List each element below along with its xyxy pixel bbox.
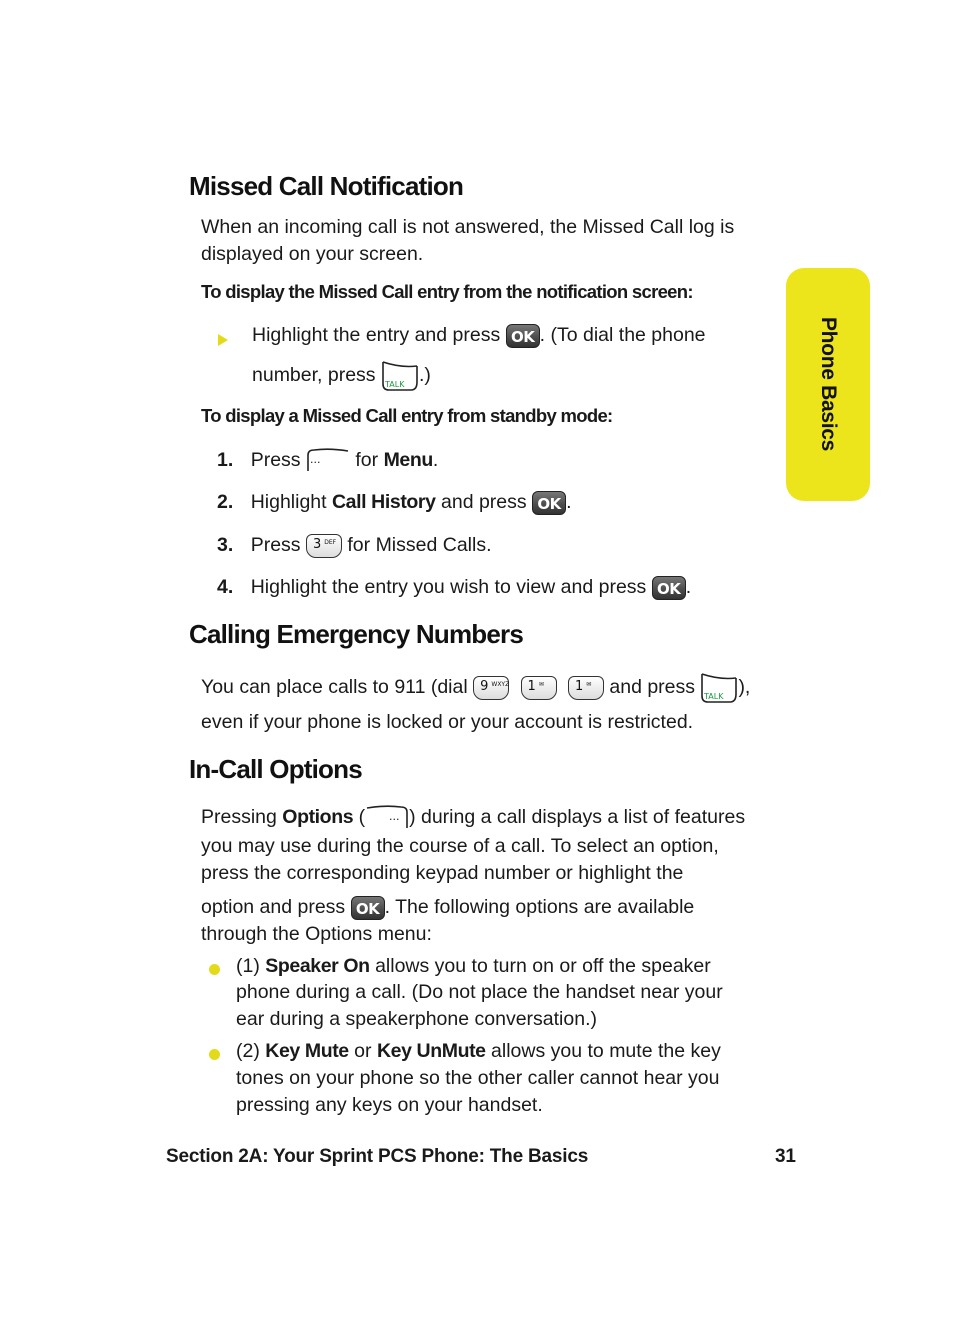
incall-para-line3: press the corresponding keypad number or highlight the <box>201 862 684 884</box>
footer-section-title: Section 2A: Your Sprint PCS Phone: The Basics <box>166 1146 589 1167</box>
missed-bullet-line2: number, press TALK .) <box>252 360 431 392</box>
bullet-dot-icon <box>209 1049 220 1060</box>
side-tab-label: Phone Basics <box>817 316 840 452</box>
one-key-icon: 1 ✉ <box>568 676 604 700</box>
left-softkey-icon <box>306 447 350 475</box>
talk-key-icon <box>381 360 419 392</box>
incall-para-line1: Pressing Options ( ··· ) during a call displays a list of features <box>201 804 745 832</box>
speaker-on-line1: (1) Speaker On allows you to turn on or off the speaker <box>236 955 711 977</box>
missed-intro-line2: displayed on your screen. <box>201 243 424 265</box>
emergency-line1: You can place calls to 911 (dial 9 $^{WXYZ}$ 1 ✉ 1 ✉ and press TALK ), <box>201 672 750 704</box>
incall-para-line2: you may use during the course of a call. To select an option, <box>201 835 719 857</box>
bullet-dot-icon <box>209 964 220 975</box>
svg-text:···: ··· <box>389 813 400 826</box>
speaker-on-line2: phone during a call. (Do not place the handset near your <box>236 981 723 1003</box>
emergency-heading: Calling Emergency Numbers <box>189 619 523 649</box>
ok-key-icon: OK <box>652 576 686 600</box>
step-1: 1. Press ··· for Menu. <box>217 447 438 475</box>
missed-intro-line1: When an incoming call is not answered, the Missed Call log is <box>201 216 735 238</box>
incall-para-line4: option and press OK . The following options are available <box>201 896 695 918</box>
step-3: 3. Press 3 $^{DEF}$ for Missed Calls. <box>217 534 492 556</box>
ok-key-icon: OK <box>351 896 385 920</box>
ok-key-icon: OK <box>506 324 540 348</box>
section-side-tab <box>786 268 870 501</box>
incall-para-line5: through the Options menu: <box>201 923 432 945</box>
missed-bullet-line1: Highlight the entry and press OK . (To dial the phone <box>252 324 706 346</box>
svg-text:TALK: TALK <box>704 692 724 701</box>
three-key-icon: 3 $^{DEF}$ <box>306 534 342 558</box>
right-softkey-icon <box>365 804 409 832</box>
missed-subheading-standby: To display a Missed Call entry from standby mode: <box>201 405 613 426</box>
nine-key-icon: 9 $^{WXYZ}$ <box>473 676 509 700</box>
svg-text:···: ··· <box>309 456 321 469</box>
talk-key-icon <box>700 672 738 704</box>
incall-heading: In-Call Options <box>189 754 362 784</box>
ok-key-icon: OK <box>532 491 566 515</box>
page-number: 31 <box>775 1146 796 1167</box>
missed-subheading-notification: To display the Missed Call entry from the notification screen: <box>201 281 693 302</box>
key-mute-line3: pressing any keys on your handset. <box>236 1094 543 1116</box>
speaker-on-line3: ear during a speakerphone conversation.) <box>236 1008 597 1030</box>
missed-call-heading: Missed Call Notification <box>189 171 464 201</box>
emergency-line2: even if your phone is locked or your account is restricted. <box>201 711 694 733</box>
key-mute-line2: tones on your phone so the other caller cannot hear you <box>236 1067 720 1089</box>
step-4: 4. Highlight the entry you wish to view and press OK . <box>217 576 692 598</box>
one-key-icon: 1 ✉ <box>521 676 557 700</box>
step-2: 2. Highlight Call History and press OK . <box>217 491 572 513</box>
svg-text:TALK: TALK <box>384 380 405 389</box>
key-mute-line1: (2) Key Mute or Key UnMute allows you to mute the key <box>236 1040 721 1062</box>
bullet-arrow-icon <box>218 334 228 346</box>
